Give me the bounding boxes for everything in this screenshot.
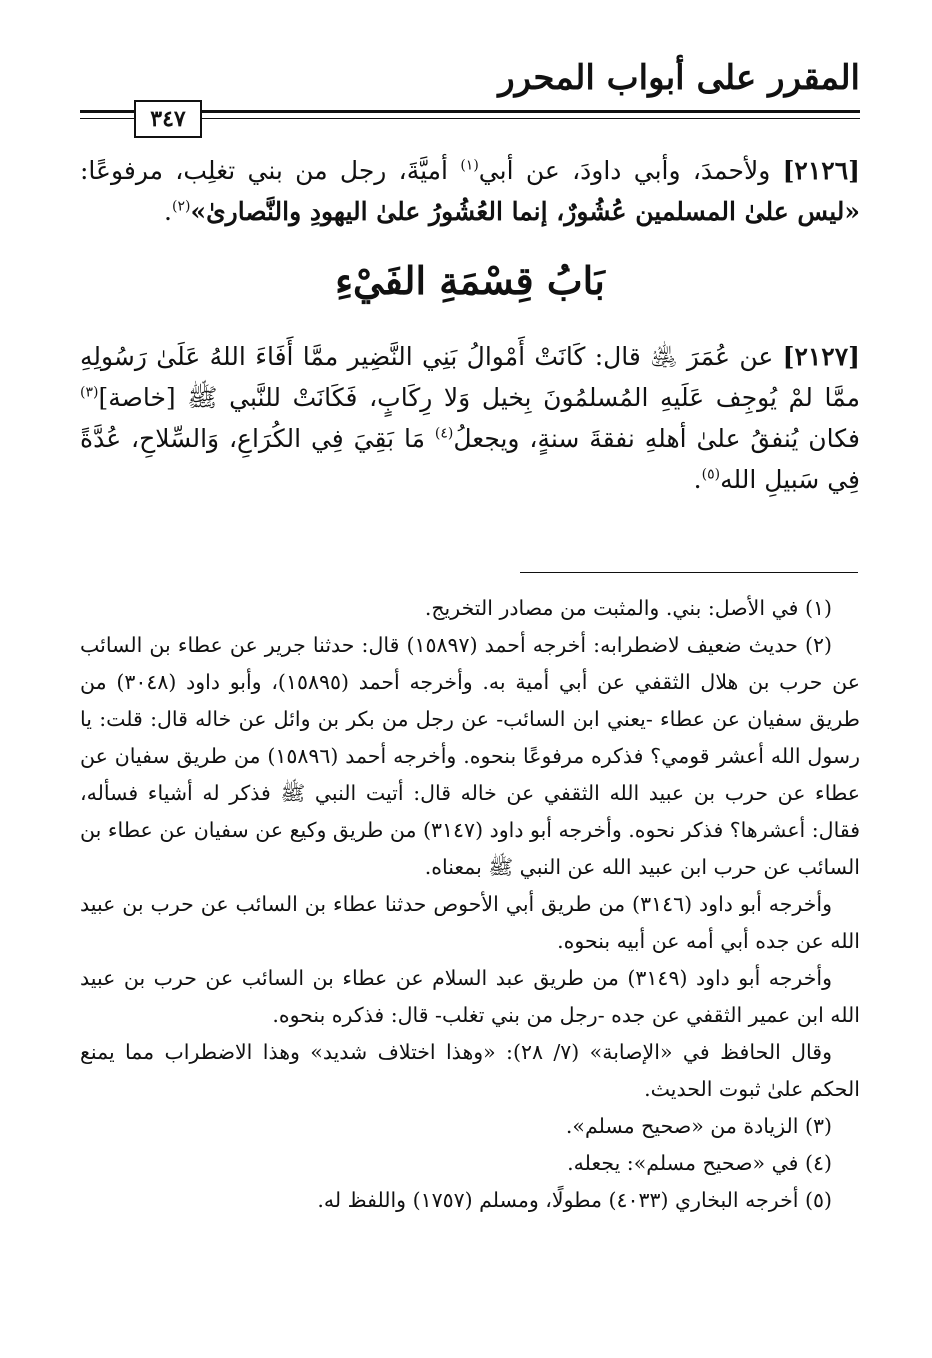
footnote: (٥) أخرجه البخاري (٤٠٣٣) مطولًا، ومسلم (١٧٥٧) واللفظ له.	[317, 1188, 832, 1212]
hadith-number: [٢١٢٧]	[782, 342, 860, 371]
footnote: وقال الحافظ في «الإصابة» (٧/ ٢٨): «وهذا اختلاف شديد» وهذا الاضطراب مما يمنع الحكم علىٰ ثبوت الحديث.	[80, 1040, 860, 1101]
footnote: (٢) حديث ضعيف لاضطرابه: أخرجه أحمد (١٥٨٩٧) قال: حدثنا جرير عن عطاء بن السائب عن حرب بن هلال الثقفي عن أبي أمية به. وأخرجه أحمد (١٥٨٩٥)، وأبو داود (٣٠٤٨) من طريق سفيان عن عطاء -يعني ابن السائب- عن رجل من بكر بن وائل عن خاله قال: قلت: يا رسول الله أعشر قومي؟ فذكره مرفوعًا بنحوه. وأخرجه أحمد (١٥٨٩٦) من طريق سفيان عن عطاء عن حرب بن عبيد الله الثقفي عن خاله قال: أتيت النبي ﷺ فذكر له أشياء فسأله، فقال: أعشرها؟ فذكر نحوه. وأخرجه أبو داود (٣١٤٧) من طريق وكيع عن سفيان عن عطاء بن السائب عن حرب ابن عبيد الله عن النبي ﷺ بمعناه.	[80, 633, 860, 879]
hadith-number: [٢١٢٦]	[782, 156, 860, 185]
hadith-2127	[80, 336, 860, 500]
hadith-end: .	[164, 197, 172, 226]
footnote-ref: (٥)	[701, 466, 721, 483]
hadith-end: .	[693, 465, 702, 494]
footnote-separator	[520, 572, 858, 573]
running-title: المقرر على أبواب المحرر	[498, 58, 860, 98]
main-text	[80, 150, 860, 500]
footnotes	[80, 590, 860, 1219]
hadith-text: أميَّةَ، رجل من بني تغلِب، مرفوعًا:	[80, 156, 461, 185]
hadith-text: فكان يُنفقُ علىٰ أهلهِ نفقةَ سنةٍ، ويجعلُ	[453, 424, 860, 453]
hadith-text: عن عُمَرَ ﵁ قال: كَانَتْ أَمْوالُ بَنِي النَّضِير ممَّا أَفَاءَ اللهُ عَلَىٰ رَسُولِهِ ممَّا لمْ يُوجِف عَلَيهِ المُسلمُونَ بِخيل وَلا رِكَابٍ، فَكَانَتْ للنَّبي ﷺ [خاصة]	[80, 342, 860, 412]
hadith-2126	[80, 150, 860, 232]
footnote: (٣) الزيادة من «صحيح مسلم».	[565, 1114, 832, 1138]
footnote: وأخرجه أبو داود (٣١٤٩) من طريق عبد السلام عن عطاء بن السائب عن حرب بن عبيد الله ابن عمير الثقفي عن جده -رجل من بني تغلب- قال: فذكره بنحوه.	[80, 966, 860, 1027]
hadith-quote: «ليس علىٰ المسلمين عُشُورٌ، إنما العُشُورُ علىٰ اليهودِ والنَّصارىٰ»	[190, 197, 860, 226]
page-number: ٣٤٧	[134, 100, 202, 138]
footnote-ref: (١)	[460, 157, 479, 174]
footnote-ref: (٣)	[80, 384, 99, 401]
hadith-text: مَا بَقِيَ فِي الكُرَاعِ، وَالسِّلاحِ، عُدَّةً فِي سَبيلِ الله	[80, 424, 860, 494]
hadith-text: ولأحمدَ، وأبي داودَ، عن أبي	[478, 156, 783, 185]
footnote-ref: (٢)	[171, 198, 191, 215]
footnote-ref: (٤)	[434, 425, 454, 442]
footnote: (٤) في «صحيح مسلم»: يجعله.	[567, 1151, 832, 1175]
footnote: (١) في الأصل: بني. والمثبت من مصادر التخريج.	[424, 596, 832, 620]
chapter-heading: بَابُ قِسْمَةِ الفَيْءِ	[335, 258, 605, 303]
footnote: وأخرجه أبو داود (٣١٤٦) من طريق أبي الأحوص حدثنا عطاء بن السائب عن حرب بن عبيد الله عن جده أبي أمه عن أبيه بنحوه.	[80, 892, 860, 953]
